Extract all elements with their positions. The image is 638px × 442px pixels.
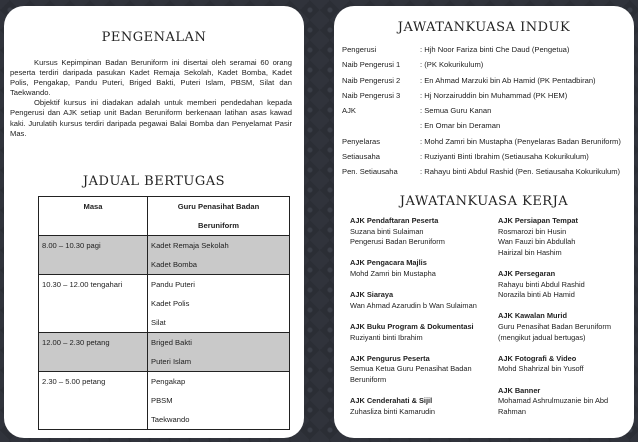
guru-unit: Pandu Puteri xyxy=(151,280,195,289)
table-row xyxy=(39,333,290,372)
guru-cell xyxy=(148,372,290,430)
induk-value: : Mohd Zamri bin Mustapha (Penyelaras Badan Beruniform) xyxy=(420,136,621,146)
induk-value: : Hjh Noor Fariza binti Che Daud (Pengetua) xyxy=(420,45,570,54)
masa-cell xyxy=(39,372,148,430)
table-row xyxy=(39,372,290,430)
kerja-member: Guru Penasihat Badan Beruniform xyxy=(498,321,611,331)
kerja-group xyxy=(498,354,630,375)
guru-unit: Briged Bakti xyxy=(151,338,192,347)
kerja-group-title: AJK Pendaftaran Peserta xyxy=(350,216,439,225)
induk-role: AJK xyxy=(342,106,356,116)
induk-role: Pengerusi xyxy=(342,45,377,54)
induk-value: : Ruziyanti Binti Ibrahim (Setiausaha Kokurikulum) xyxy=(420,152,589,162)
kerja-member: Zuhasliza binti Kamarudin xyxy=(350,406,436,416)
kerja-group xyxy=(498,269,630,301)
kerja-group-title: AJK Banner xyxy=(498,385,541,395)
masa-text: 2.30 – 5.00 petang xyxy=(42,377,106,386)
kerja-group xyxy=(498,386,630,418)
kerja-group xyxy=(498,311,630,343)
kerja-member: Rahayu binti Abdul Rashid xyxy=(498,279,585,289)
induk-role: Pen. Setiausaha xyxy=(342,167,398,177)
kerja-group-title: AJK Buku Program & Dokumentasi xyxy=(350,321,474,331)
kerja-group-title: AJK Pengurus Peserta xyxy=(350,353,430,363)
kerja-group xyxy=(498,216,630,258)
induk-value: : En Omar bin Deraman xyxy=(420,121,501,131)
kerja-group-title: AJK Persiapan Tempat xyxy=(498,216,578,225)
pengenalan-title: PENGENALAN xyxy=(101,30,207,45)
kerja-member: Norazila binti Ab Hamid xyxy=(498,290,575,300)
table-row xyxy=(39,236,290,275)
kerja-group-title: AJK Siaraya xyxy=(350,290,394,300)
induk-role: Penyelaras xyxy=(342,136,380,146)
kerja-member: Ruziyanti binti Ibrahim xyxy=(350,332,423,342)
induk-value: : En Ahmad Marzuki bin Ab Hamid (PK Pentadbiran) xyxy=(420,75,596,85)
kerja-group xyxy=(350,396,498,417)
schedule-header-row xyxy=(39,197,290,236)
guru-unit: Kadet Bomba xyxy=(151,260,198,269)
induk-value: : Rahayu binti Abdul Rashid (Pen. Setiausaha Kokurikulum) xyxy=(420,167,621,177)
guru-unit: Kadet Polis xyxy=(151,299,190,308)
kerja-member: Wan Fauzi bin Abdullah xyxy=(498,237,576,247)
kerja-member: Rahman xyxy=(498,406,526,416)
header-guru-line: Beruniform xyxy=(198,221,239,230)
kerja-group-title: AJK Cenderahati & Sijil xyxy=(350,396,433,406)
kerja-group xyxy=(350,290,498,311)
guru-cell xyxy=(148,275,290,333)
induk-value: : (PK Kokurikulum) xyxy=(420,60,484,70)
kerja-group-title: AJK Fotografi & Video xyxy=(498,353,577,363)
kerja-group-title: AJK Persegaran xyxy=(498,268,556,278)
masa-cell xyxy=(39,275,148,333)
induk-value: : Hj Norzairuddin bin Muhammad (PK HEM) xyxy=(420,90,568,100)
guru-unit: Taekwando xyxy=(151,415,190,424)
kerja-member: Hairizal bin Hashim xyxy=(498,247,562,257)
induk-role: Setiausaha xyxy=(342,152,380,162)
left-panel xyxy=(4,6,304,438)
masa-text: 12.00 – 2.30 petang xyxy=(42,338,110,347)
masa-text: 8.00 – 10.30 pagi xyxy=(42,241,101,250)
intro-paragraph-1: Kursus Kepimpinan Badan Beruniform ini disertai oleh seramai 60 orang peserta terdiri daripada pasukan Kadet Remaja Sekolah, Kadet Bomba, Kadet Polis, Pengakap, Pandu Puteri, Briged Bakti, Puteri Islam, PBSM, Silat dan Taekwando. xyxy=(10,58,292,98)
induk-role: Naib Pengerusi 3 xyxy=(342,90,401,100)
induk-value: : Semua Guru Kanan xyxy=(420,106,492,116)
kerja-member: Mohd Shahrizal bin Yusoff xyxy=(498,364,584,374)
kerja-group xyxy=(350,354,498,386)
induk-title: JAWATANKUASA INDUK xyxy=(397,20,571,35)
right-panel xyxy=(334,6,634,438)
kerja-member: (mengikut jadual bertugas) xyxy=(498,332,586,342)
guru-cell xyxy=(148,333,290,372)
table-row xyxy=(39,275,290,333)
guru-unit: Silat xyxy=(151,318,166,327)
kerja-member: Wan Ahmad Azarudin b Wan Sulaiman xyxy=(350,300,477,310)
header-masa: Masa xyxy=(39,197,148,236)
kerja-group xyxy=(350,258,498,279)
schedule-table xyxy=(38,196,290,430)
kerja-member: Beruniform xyxy=(350,374,387,384)
kerja-title: JAWATANKUASA KERJA xyxy=(399,194,569,209)
kerja-member: Pengerusi Badan Beruniform xyxy=(350,237,445,247)
kerja-column-1 xyxy=(350,216,498,428)
guru-unit: Kadet Remaja Sekolah xyxy=(151,241,229,250)
kerja-member: Rosmarozi bin Husin xyxy=(498,226,567,236)
guru-cell xyxy=(148,236,290,275)
kerja-member: Suzana binti Sulaiman xyxy=(350,226,424,236)
kerja-group xyxy=(350,322,498,343)
induk-role: Naib Pengerusi 1 xyxy=(342,60,401,70)
guru-unit: Puteri Islam xyxy=(151,357,192,366)
kerja-group-title: AJK Kawalan Murid xyxy=(498,311,567,321)
header-guru-line: Guru Penasihat Badan xyxy=(177,202,260,211)
intro-paragraph-2: Objektif kursus ini diadakan adalah untuk memberi pendedahan kepada Pengerusi dan AJK setiap unit Badan Beruniform berkenaan latihan asas kawad kaki. Jurulatih kursus terdiri daripada pegawai Balai Bomba dan Penyelamat Pasir Mas. xyxy=(10,98,292,138)
guru-unit: PBSM xyxy=(151,396,173,405)
kerja-group-title: AJK Pengacara Majlis xyxy=(350,258,427,268)
kerja-group xyxy=(350,216,498,248)
masa-cell xyxy=(39,236,148,275)
masa-cell xyxy=(39,333,148,372)
jadual-title: JADUAL BERTUGAS xyxy=(82,174,226,189)
induk-role: Naib Pengerusi 2 xyxy=(342,75,401,85)
guru-unit: Pengakap xyxy=(151,377,186,386)
kerja-member: Mohamad Ashrulmuzanie bin Abd xyxy=(498,396,609,406)
masa-text: 10.30 – 12.00 tengahari xyxy=(42,280,123,289)
intro-text xyxy=(10,58,292,139)
kerja-column-2 xyxy=(498,216,630,428)
kerja-member: Semua Ketua Guru Penasihat Badan xyxy=(350,364,472,374)
kerja-member: Mohd Zamri bin Mustapha xyxy=(350,268,436,278)
header-guru xyxy=(148,197,290,236)
